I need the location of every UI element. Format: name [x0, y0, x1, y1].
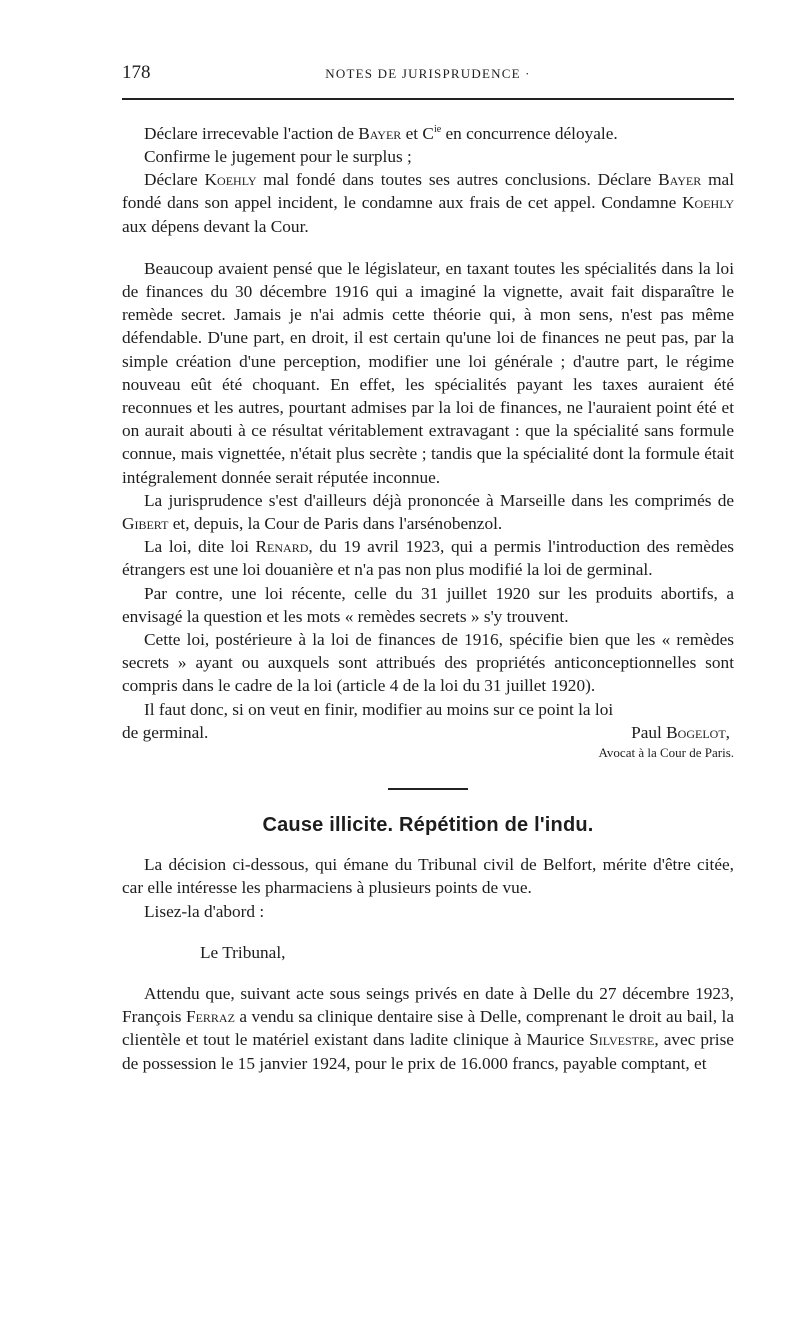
running-title: NOTES DE JURISPRUDENCE · — [325, 66, 531, 81]
paragraph: La jurisprudence s'est d'ailleurs déjà prononcée à Marseille dans les comprimés de Gibert et, depuis, la Cour de Paris dans l'arsénobenzol. — [122, 490, 734, 534]
paragraph: Lisez-la d'abord : — [144, 901, 265, 921]
section-title: Cause illicite. Répétition de l'indu. — [262, 814, 594, 837]
paragraph: Il faut donc, si on veut en finir, modifier au moins sur ce point la loi — [144, 699, 614, 719]
paragraph-end: de germinal. — [122, 722, 209, 742]
page-header — [122, 62, 734, 92]
body-text — [122, 118, 734, 1075]
page-number: 178 — [122, 62, 151, 83]
section-divider — [388, 788, 468, 790]
paragraph: Attendu que, suivant acte sous seings privés en date à Delle du 27 décembre 1923, François Ferraz a vendu sa clinique dentaire sise à Delle, comprenant le droit au bail, la clientèle et tout le matériel existant dans ladite clinique à Maurice Silvestre, avec prise de possession le 15 janvier 1924, pour le prix de 16.000 francs, payable comptant, et — [122, 984, 734, 1073]
paragraph: Beaucoup avaient pensé que le législateur, en taxant toutes les spécialités dans la loi de finances du 30 décembre 1916 qui a imaginé la vignette, avait fait disparaître le remède secret. Jamais je n'ai admis cette théorie qui, à mon sens, n'est pas même défendable. D'une part, en droit, il est certain qu'une loi de finances ne peut pas, par la simple création d'une perception, modifier une loi générale ; d'autre part, le régime nouveau eût été choquant. En effet, les spécialités payant les taxes auraient été reconnues et les autres, pourtant admises par la loi de finances, ne l'auraient point été et on aurait abouti à ce résultat véritablement extravagant : que la spécialité sans formule connue, mais vignettée, n'était plus secrète ; tandis que la spécialité dont la formule était intégralement donnée serait réputée inconnue. — [122, 258, 734, 487]
header-rule — [122, 98, 734, 100]
paragraph: Déclare irrecevable l'action de Bayer et $C^{ie}$ en concurrence déloyale. — [144, 123, 618, 143]
paragraph: La loi, dite loi Renard, du 19 avril 1923, qui a permis l'introduction des remèdes étrangers est une loi douanière et n'a pas non plus modifié la loi de germinal. — [122, 537, 734, 580]
author-signature: Paul Bogelot, — [631, 722, 730, 742]
paragraph: Cette loi, postérieure à la loi de finances de 1916, spécifie bien que les « remèdes secrets » ayant ou auxquels sont attribués des propriétés anticonceptionnelles sont compris dans le cadre de la loi (article 4 de la loi du 31 juillet 1920). — [122, 630, 734, 696]
paragraph: Déclare Koehly mal fondé dans toutes ses autres conclusions. Déclare Bayer mal fondé dans son appel incident, le condamne aux frais de cet appel. Condamne Koehly aux dépens devant la Cour. — [122, 170, 734, 236]
paragraph: Par contre, une loi récente, celle du 31 juillet 1920 sur les produits abortifs, a envisagé la question et les mots « remèdes secrets » s'y trouvent. — [122, 583, 734, 626]
paragraph: Confirme le jugement pour le surplus ; — [144, 146, 412, 166]
signature-line — [122, 721, 734, 744]
author-title: Avocat à la Cour de Paris. — [598, 745, 734, 761]
court-heading: Le Tribunal, — [200, 942, 286, 962]
paragraph: La décision ci-dessous, qui émane du Tribunal civil de Belfort, mérite d'être citée, car elle intéresse les pharmaciens à plusieurs points de vue. — [122, 855, 734, 898]
